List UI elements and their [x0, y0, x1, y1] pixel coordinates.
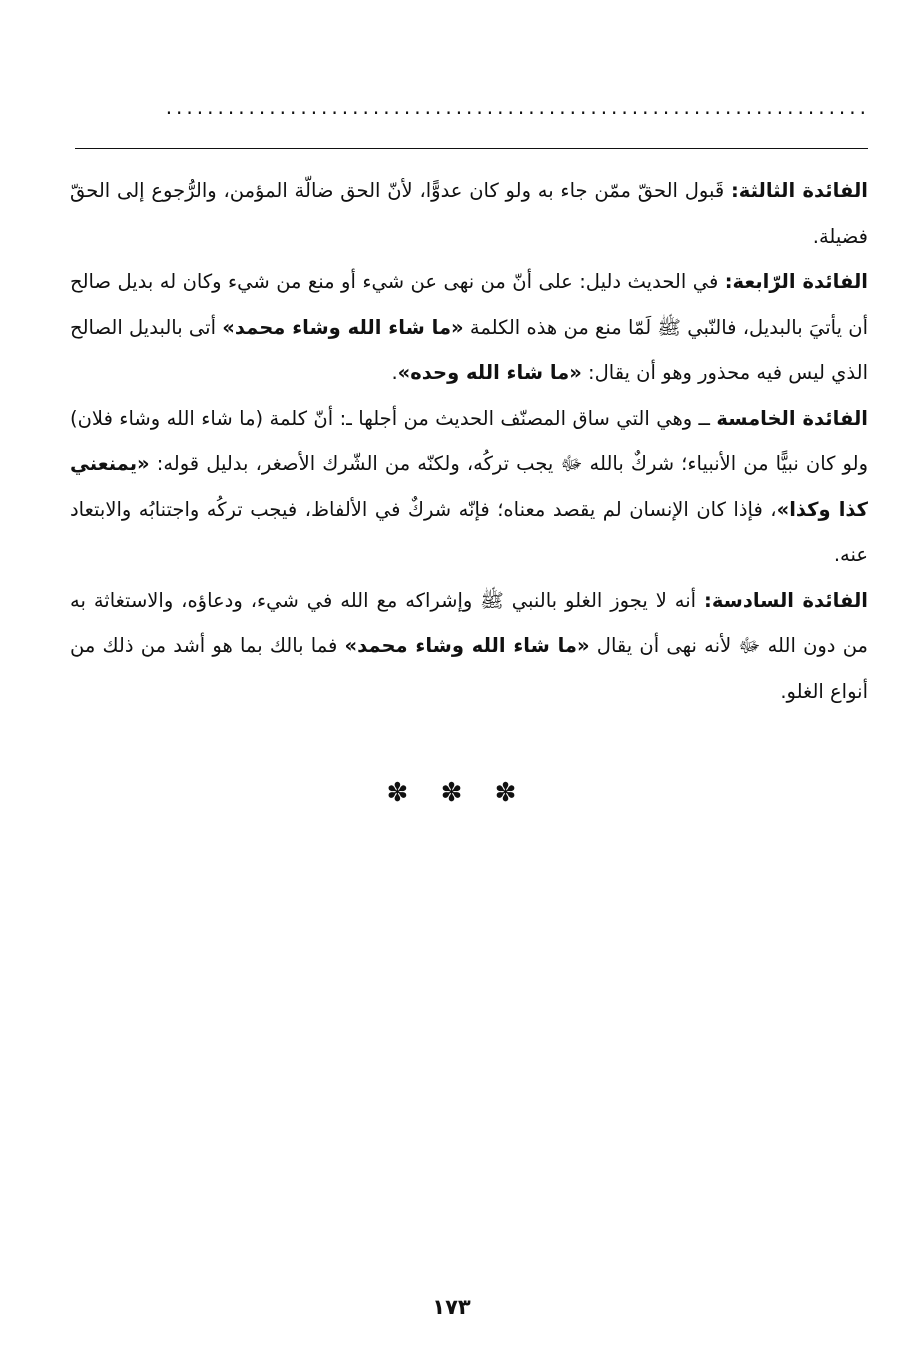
- paragraph-text: ــ وهي التي ساق المصنّف الحديث من أجلها ـ: أنّ كلمة (ما شاء الله وشاء فلان) ولو كان نبيًّا من الأنبياء؛ شركٌ بالله ﷻ يجب تركُه، ولكنّه من الشّرك الأصغر، بدليل قوله:: [70, 406, 868, 475]
- quoted-phrase: «ما شاء الله وشاء محمد»: [344, 634, 590, 657]
- paragraph-text: أتى بالبديل الصالح الذي ليس فيه محذور وهو أن يقال:: [70, 315, 868, 384]
- flower-ornament-icon: ✽: [440, 778, 463, 808]
- paragraph-text: أنه لا يجوز الغلو بالنبي ﷺ وإشراكه مع الله في شيء، ودعاؤه، والاستغاثة به من دون الله ﷻ لأنه نهى أن يقال: [70, 588, 868, 657]
- paragraph-text: فما بالك بما هو أشد من ذلك من أنواع الغلو.: [70, 634, 868, 703]
- paragraph-fifth-benefit: [70, 396, 868, 578]
- page-number: ١٧٣: [432, 1295, 471, 1319]
- paragraph-lead: الفائدة السادسة:: [704, 588, 868, 612]
- quoted-phrase: «يمنعني كذا وكذا»: [70, 452, 868, 521]
- flower-ornament-icon: ✽: [494, 778, 517, 808]
- flower-ornament-icon: ✽: [386, 778, 409, 808]
- quoted-phrase: «ما شاء الله وحده»: [397, 361, 582, 384]
- paragraph-lead: الفائدة الثالثة:: [730, 179, 868, 202]
- paragraph-fourth-benefit: [70, 259, 868, 396]
- header-rule: [75, 148, 868, 149]
- paragraph-text: في الحديث دليل: على أنّ من نهى عن شيء أو منع من شيء وكان له بديل صالح أن يأتيَ بالبديل، فالنّبي ﷺ لَمّا منع من هذه الكلمة: [70, 270, 868, 339]
- paragraph-lead: الفائدة الخامسة: [716, 406, 868, 430]
- paragraph-lead: الفائدة الرّابعة:: [724, 270, 868, 293]
- paragraph-third-benefit: [70, 168, 868, 259]
- paragraph-text: ، فإذا كان الإنسان لم يقصد معناه؛ فإنّه شركٌ في الألفاظ، فيجب تركُه واجتنابُه والابتعاد عنه.: [70, 497, 868, 566]
- header-dotted-line: ....................................................................: [165, 95, 870, 119]
- paragraph-sixth-benefit: [70, 578, 868, 715]
- body-text: [70, 168, 868, 714]
- paragraph-text: .: [391, 361, 398, 384]
- quoted-phrase: «ما شاء الله وشاء محمد»: [222, 315, 464, 339]
- paragraph-text: قَبول الحقّ ممّن جاء به ولو كان عدوًّا، لأنّ الحق ضالّة المؤمن، والرُّجوع إلى الحقّ فضيلة.: [70, 179, 868, 248]
- section-end-ornaments: [0, 778, 903, 808]
